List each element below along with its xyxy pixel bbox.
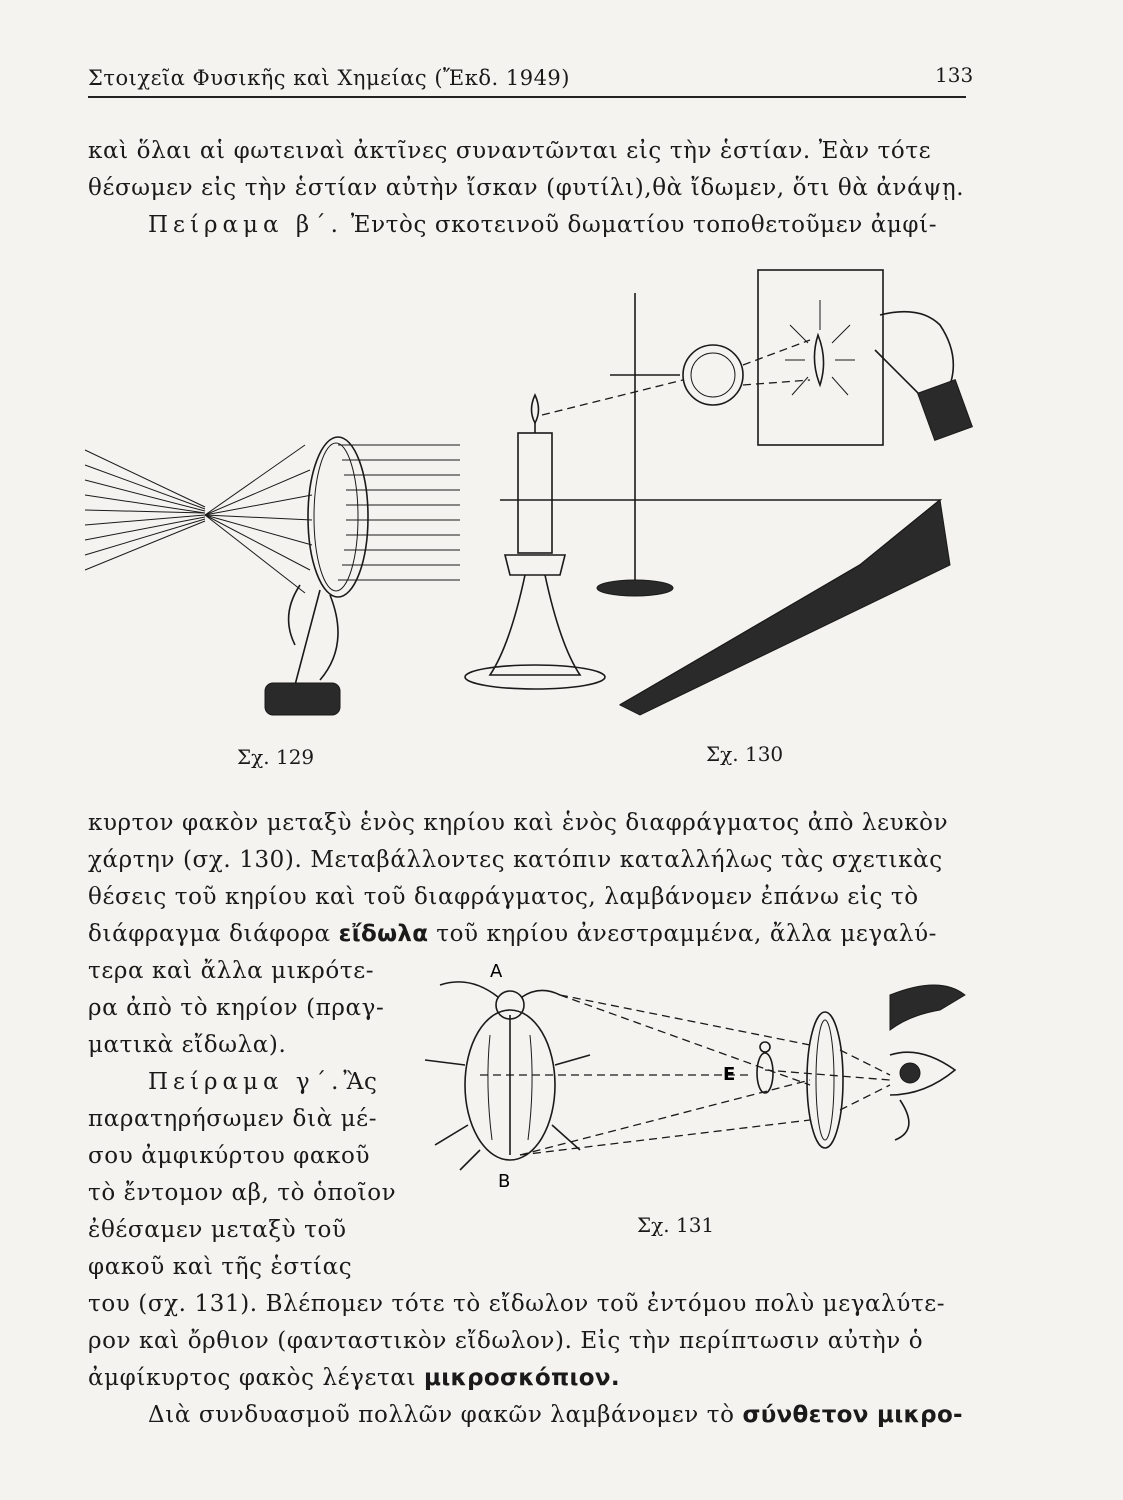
body-line-with-bold bbox=[88, 1365, 966, 1391]
fig131-insect-illustration bbox=[425, 982, 590, 1170]
running-header-title: Στοιχεῖα Φυσικῆς καὶ Χημείας (Ἔκδ. 1949) bbox=[88, 66, 570, 90]
side-text-line: παρατηρήσωμεν διὰ μέ- bbox=[88, 1106, 378, 1132]
body-text: Ἂς bbox=[343, 1069, 378, 1095]
fig131-label-e: Ε bbox=[723, 1064, 736, 1085]
side-text-line: φακοῦ καὶ τῆς ἑστίας bbox=[88, 1254, 353, 1280]
fig129-lens-illustration bbox=[85, 437, 460, 715]
experiment-b-label: Πείραμα β΄. bbox=[148, 212, 343, 238]
figure-131-caption: Σχ. 131 bbox=[637, 1213, 715, 1237]
page-number: 133 bbox=[935, 63, 974, 87]
figure-129-caption: Σχ. 129 bbox=[237, 745, 315, 769]
body-text: διάφραγμα διάφορα bbox=[88, 921, 331, 947]
side-text-line: ἐθέσαμεν μεταξὺ τοῦ bbox=[88, 1217, 347, 1243]
body-line: κυρτον φακὸν μεταξὺ ἑνὸς κηρίου καὶ ἑνὸς διαφράγματος ἀπὸ λευκὸν bbox=[88, 810, 949, 836]
experiment-c-label: Πείραμα γ΄. bbox=[148, 1069, 344, 1095]
figure-131 bbox=[420, 955, 980, 1195]
side-text-line: ρα ἀπὸ τὸ κηρίον (πραγ- bbox=[88, 995, 385, 1021]
body-line: χάρτην (σχ. 130). Μεταβάλλοντες κατόπιν καταλλήλως τὰς σχετικὰς bbox=[88, 847, 943, 873]
body-line: θέσωμεν εἰς τὴν ἑστίαν αὐτὴν ἴσκαν (φυτίλι),θὰ ἴδωμεν, ὅτι θὰ ἀνάψῃ. bbox=[88, 175, 965, 201]
body-text: τοῦ κηρίου ἀνεστραμμένα, ἄλλα μεγαλύ- bbox=[436, 921, 938, 947]
fig131-small-insect bbox=[757, 1042, 773, 1093]
body-text: Ἐντὸς σκοτεινοῦ δωματίου τοποθετοῦμεν ἀμφί- bbox=[350, 212, 938, 238]
figure-130-caption: Σχ. 130 bbox=[706, 742, 784, 766]
body-line-with-bold bbox=[88, 921, 966, 947]
body-line: του (σχ. 131). Βλέπομεν τότε τὸ εἴδωλον τοῦ ἐντόμου πολὺ μεγαλύτε- bbox=[88, 1291, 946, 1317]
side-text-line: τερα καὶ ἄλλα μικρότε- bbox=[88, 958, 375, 984]
side-text-line: ματικὰ εἴδωλα). bbox=[88, 1032, 287, 1058]
fig131-label-b: Β bbox=[498, 1171, 511, 1192]
bold-term-syntheton: σύνθετον μικρο- bbox=[742, 1402, 963, 1428]
side-text-line: τὸ ἔντομον αβ, τὸ ὁποῖον bbox=[88, 1180, 397, 1206]
fig131-label-a: Α bbox=[490, 961, 503, 982]
fig131-lens bbox=[807, 1012, 843, 1148]
bold-term-mikroskopion: μικροσκόπιον. bbox=[424, 1365, 620, 1391]
header-rule bbox=[88, 96, 966, 98]
body-line: ρον καὶ ὄρθιον (φανταστικὸν εἴδωλον). Εἰς τὴν περίπτωσιν αὐτὴν ὁ bbox=[88, 1328, 924, 1354]
experiment-c-line bbox=[88, 1069, 408, 1095]
experiment-b-line bbox=[88, 212, 966, 238]
body-text: ἀμφίκυρτος φακὸς λέγεται bbox=[88, 1365, 417, 1391]
bold-term-eidola: εἴδωλα bbox=[338, 921, 429, 947]
side-text-line: σου ἀμφικύρτου φακοῦ bbox=[88, 1143, 371, 1169]
fig130-candle-illustration bbox=[465, 270, 972, 715]
fig131-rays bbox=[480, 995, 890, 1155]
figures-129-130 bbox=[80, 255, 990, 725]
body-line: θέσεις τοῦ κηρίου καὶ τοῦ διαφράγματος, λαμβάνομεν ἐπάνω εἰς τὸ bbox=[88, 884, 919, 910]
body-line-with-bold bbox=[88, 1402, 966, 1428]
fig131-eye bbox=[890, 985, 965, 1140]
body-line: καὶ ὅλαι αἱ φωτειναὶ ἀκτῖνες συναντῶνται εἰς τὴν ἑστίαν. Ἐὰν τότε bbox=[88, 138, 932, 164]
body-text: Διὰ συνδυασμοῦ πολλῶν φακῶν λαμβάνομεν τὸ bbox=[148, 1402, 735, 1428]
